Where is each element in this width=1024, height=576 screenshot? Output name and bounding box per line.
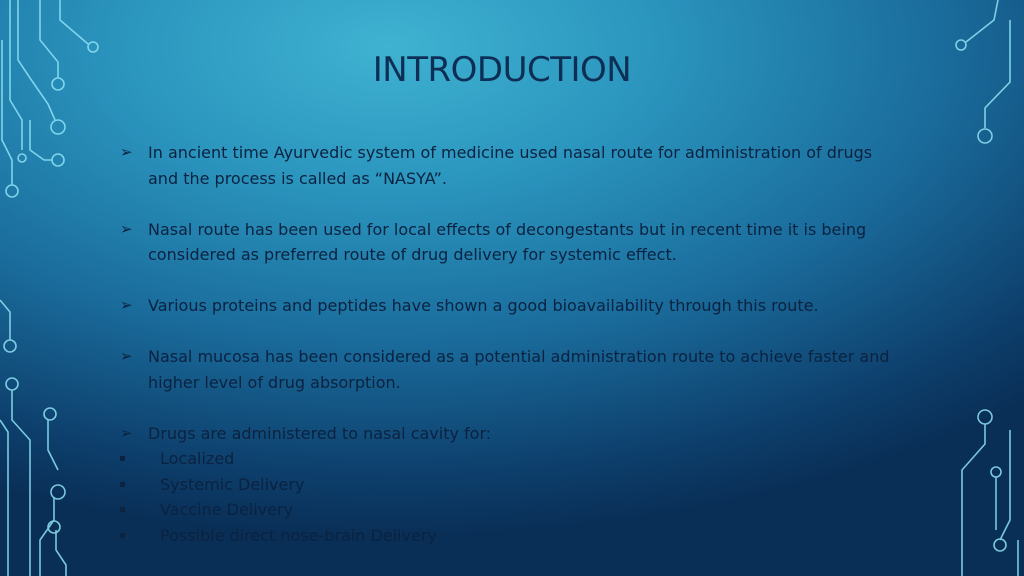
sub-item-label: Localized — [160, 449, 235, 468]
sub-item-label: Systemic Delivery — [160, 474, 305, 494]
bullet-line: Various proteins and peptides have shown a good bioavailability through this route. — [148, 296, 819, 315]
bullet-line: higher level of drug absorption. — [148, 372, 401, 392]
square-bullet-icon — [120, 533, 125, 538]
arrowhead-bullet-icon: ➢ — [120, 347, 133, 365]
square-bullet-icon — [120, 507, 125, 512]
bullet-line: Nasal route has been used for local effects of decongestants but in recent time it is being — [148, 219, 867, 239]
sub-item — [120, 472, 950, 498]
bullet-item — [120, 421, 950, 447]
bullet-item — [120, 293, 950, 319]
arrowhead-bullet-icon: ➢ — [120, 143, 133, 161]
sub-item — [120, 523, 950, 549]
bullet-line: considered as preferred route of drug delivery for systemic effect. — [148, 245, 677, 264]
arrowhead-bullet-icon: ➢ — [120, 423, 133, 442]
bullet-item — [120, 140, 950, 191]
bullet-line: and the process is called as “NASYA”. — [148, 168, 448, 188]
arrowhead-bullet-icon: ➢ — [120, 219, 133, 238]
bullet-item — [120, 217, 950, 268]
arrowhead-bullet-icon: ➢ — [120, 296, 133, 314]
square-bullet-icon — [120, 456, 125, 461]
bullet-line: Drugs are administered to nasal cavity for: — [148, 423, 492, 443]
bullet-line: Nasal mucosa has been considered as a potential administration route to achieve faster and — [148, 347, 890, 366]
slide-title: INTRODUCTION — [372, 50, 632, 90]
sub-item — [120, 446, 950, 472]
sub-item — [120, 497, 950, 523]
bullet-list — [120, 140, 950, 548]
square-bullet-icon — [120, 482, 125, 487]
bullet-line: In ancient time Ayurvedic system of medicine used nasal route for administration of drugs — [148, 143, 873, 162]
sub-item-label: Possible direct nose-brain Delivery — [160, 525, 437, 545]
sub-item-label: Vaccine Delivery — [160, 500, 294, 519]
bullet-item — [120, 344, 950, 395]
